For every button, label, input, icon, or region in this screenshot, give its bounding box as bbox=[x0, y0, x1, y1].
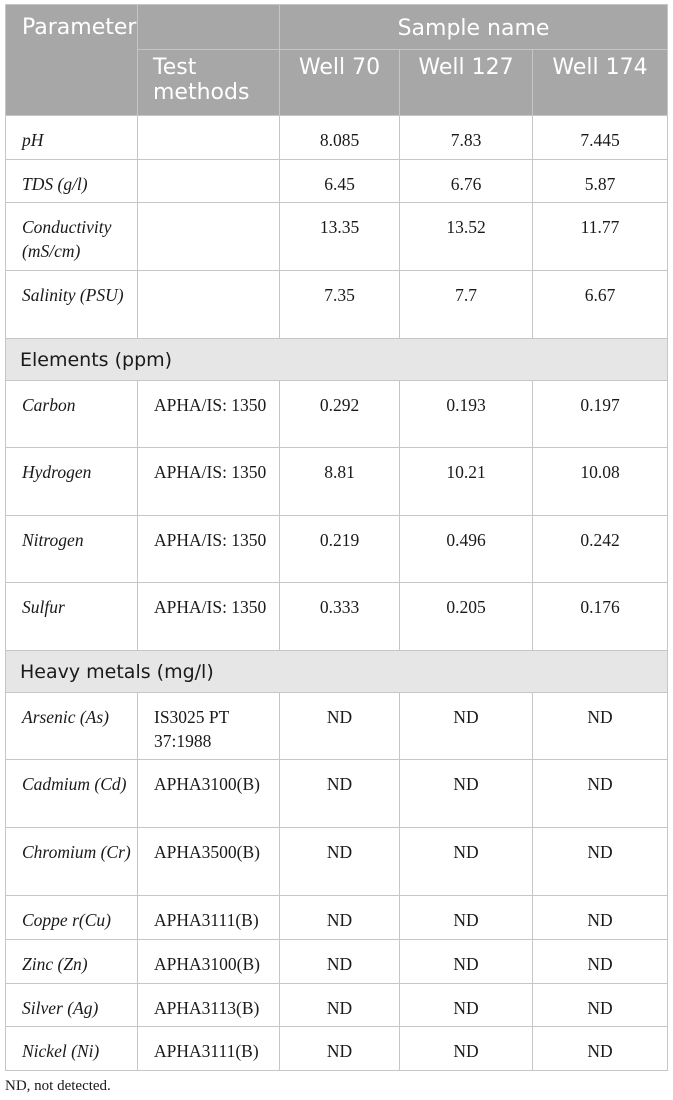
parameter-name: Sulfur bbox=[6, 583, 138, 651]
test-method: APHA/IS: 1350 bbox=[138, 516, 280, 583]
value-cell: ND bbox=[533, 693, 668, 760]
value-cell: ND bbox=[280, 828, 400, 896]
test-method: APHA3100(B) bbox=[138, 760, 280, 828]
test-method bbox=[138, 116, 280, 160]
table-row bbox=[6, 271, 668, 339]
test-method: APHA3111(B) bbox=[138, 896, 280, 940]
test-method: APHA3113(B) bbox=[138, 984, 280, 1027]
value-cell: 0.219 bbox=[280, 516, 400, 583]
test-method: APHA/IS: 1350 bbox=[138, 448, 280, 516]
value-cell: 7.83 bbox=[400, 116, 533, 160]
test-method: APHA3111(B) bbox=[138, 1027, 280, 1071]
table-row bbox=[6, 160, 668, 203]
value-cell: ND bbox=[533, 940, 668, 984]
value-cell: ND bbox=[280, 693, 400, 760]
table-row bbox=[6, 1027, 668, 1071]
test-method: APHA/IS: 1350 bbox=[138, 583, 280, 651]
table-row bbox=[6, 828, 668, 896]
table-row bbox=[6, 984, 668, 1027]
header-parameter: Parameter bbox=[6, 5, 138, 116]
header-blank bbox=[138, 5, 280, 50]
value-cell: 6.45 bbox=[280, 160, 400, 203]
test-method bbox=[138, 160, 280, 203]
value-cell: 6.76 bbox=[400, 160, 533, 203]
table-row bbox=[6, 896, 668, 940]
section-title: Heavy metals (mg/l) bbox=[6, 651, 668, 693]
header-row-top bbox=[6, 5, 668, 50]
parameter-name: pH bbox=[6, 116, 138, 160]
value-cell: 11.77 bbox=[533, 203, 668, 271]
value-cell: 13.52 bbox=[400, 203, 533, 271]
value-cell: ND bbox=[533, 1027, 668, 1071]
value-cell: ND bbox=[280, 940, 400, 984]
parameter-name: Conductivity (mS/cm) bbox=[6, 203, 138, 271]
section-title: Elements (ppm) bbox=[6, 339, 668, 381]
parameter-name: Salinity (PSU) bbox=[6, 271, 138, 339]
table-row bbox=[6, 760, 668, 828]
parameter-name: Arsenic (As) bbox=[6, 693, 138, 760]
footnote: ND, not detected. bbox=[5, 1078, 111, 1094]
value-cell: 6.67 bbox=[533, 271, 668, 339]
parameter-name: Silver (Ag) bbox=[6, 984, 138, 1027]
value-cell: 0.197 bbox=[533, 381, 668, 448]
value-cell: 0.333 bbox=[280, 583, 400, 651]
value-cell: ND bbox=[533, 760, 668, 828]
header-test-methods: Test methods bbox=[138, 50, 280, 116]
table-row bbox=[6, 448, 668, 516]
header-well: Well 127 bbox=[400, 50, 533, 116]
table-row bbox=[6, 516, 668, 583]
value-cell: 7.7 bbox=[400, 271, 533, 339]
value-cell: ND bbox=[400, 940, 533, 984]
parameter-name: Chromium (Cr) bbox=[6, 828, 138, 896]
value-cell: ND bbox=[280, 984, 400, 1027]
section-row-elements bbox=[6, 339, 668, 381]
value-cell: ND bbox=[400, 828, 533, 896]
value-cell: 0.496 bbox=[400, 516, 533, 583]
test-method: APHA3100(B) bbox=[138, 940, 280, 984]
value-cell: 5.87 bbox=[533, 160, 668, 203]
table-row bbox=[6, 583, 668, 651]
test-method: IS3025 PT 37:1988 bbox=[138, 693, 280, 760]
parameter-name: Zinc (Zn) bbox=[6, 940, 138, 984]
value-cell: ND bbox=[400, 760, 533, 828]
value-cell: 8.81 bbox=[280, 448, 400, 516]
parameter-name: Hydrogen bbox=[6, 448, 138, 516]
test-method bbox=[138, 271, 280, 339]
value-cell: ND bbox=[400, 1027, 533, 1071]
value-cell: ND bbox=[280, 1027, 400, 1071]
section-row-heavy-metals bbox=[6, 651, 668, 693]
value-cell: ND bbox=[280, 760, 400, 828]
parameter-name: Cadmium (Cd) bbox=[6, 760, 138, 828]
value-cell: ND bbox=[533, 984, 668, 1027]
value-cell: 0.193 bbox=[400, 381, 533, 448]
table-row bbox=[6, 381, 668, 448]
value-cell: ND bbox=[400, 693, 533, 760]
value-cell: ND bbox=[533, 828, 668, 896]
value-cell: ND bbox=[400, 896, 533, 940]
parameter-name: Nickel (Ni) bbox=[6, 1027, 138, 1071]
header-sample-name: Sample name bbox=[280, 5, 668, 50]
value-cell: 10.08 bbox=[533, 448, 668, 516]
table-row bbox=[6, 116, 668, 160]
value-cell: ND bbox=[400, 984, 533, 1027]
value-cell: ND bbox=[533, 896, 668, 940]
test-method: APHA3500(B) bbox=[138, 828, 280, 896]
table-row bbox=[6, 940, 668, 984]
water-quality-table bbox=[5, 4, 668, 1071]
table-row bbox=[6, 203, 668, 271]
parameter-name: Nitrogen bbox=[6, 516, 138, 583]
value-cell: 0.292 bbox=[280, 381, 400, 448]
value-cell: 0.205 bbox=[400, 583, 533, 651]
value-cell: 10.21 bbox=[400, 448, 533, 516]
header-well: Well 70 bbox=[280, 50, 400, 116]
test-method bbox=[138, 203, 280, 271]
value-cell: 7.445 bbox=[533, 116, 668, 160]
value-cell: 7.35 bbox=[280, 271, 400, 339]
value-cell: 8.085 bbox=[280, 116, 400, 160]
header-well: Well 174 bbox=[533, 50, 668, 116]
parameter-name: TDS (g/l) bbox=[6, 160, 138, 203]
parameter-name: Coppe r(Cu) bbox=[6, 896, 138, 940]
value-cell: 0.176 bbox=[533, 583, 668, 651]
value-cell: 0.242 bbox=[533, 516, 668, 583]
value-cell: 13.35 bbox=[280, 203, 400, 271]
table-row bbox=[6, 693, 668, 760]
test-method: APHA/IS: 1350 bbox=[138, 381, 280, 448]
value-cell: ND bbox=[280, 896, 400, 940]
parameter-name: Carbon bbox=[6, 381, 138, 448]
